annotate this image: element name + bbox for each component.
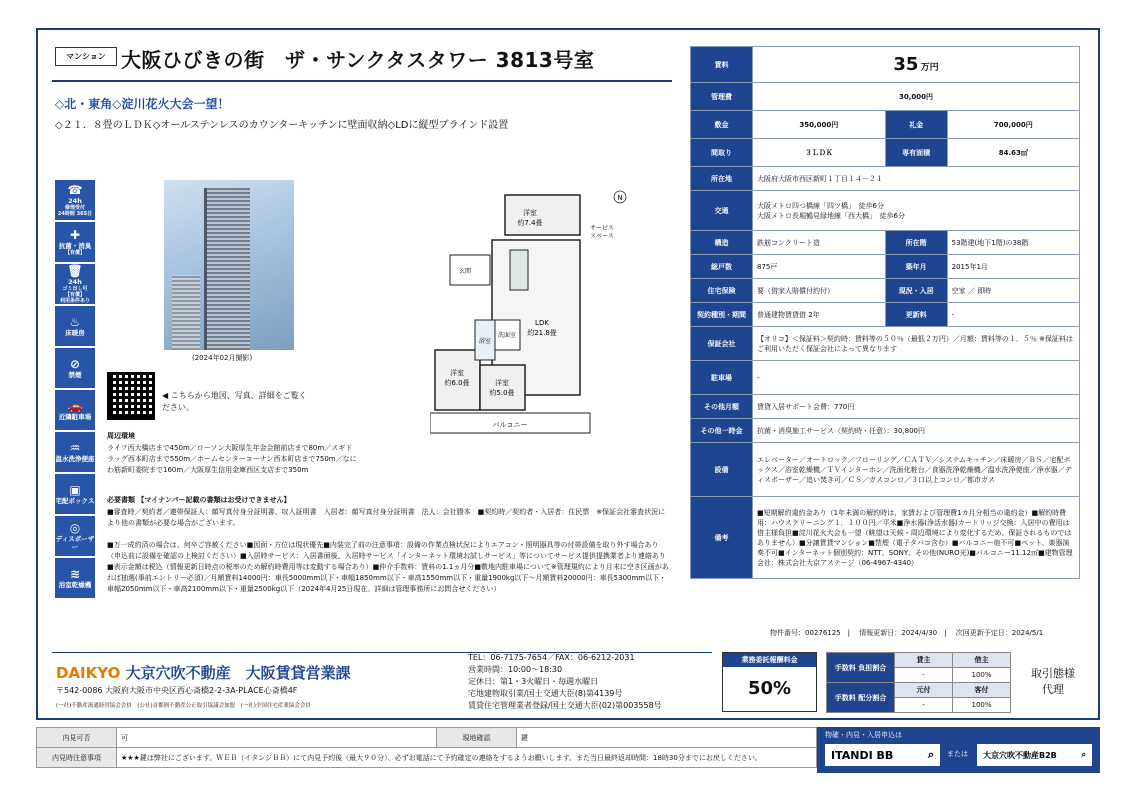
24h-garbage-icon: 🗑 24h ゴミ出し可 【有償】 利用条件あり bbox=[55, 264, 95, 304]
notes-text: ■万一成約済の場合は、何卒ご容赦ください■図面・方位は現状優先■内装完了前の注意事項：設備の作業点検状況によりエアコン・照明器具等の付帯設備を取り外す場合あり（申込前に設備を確認の上検討ください）■入居時サービス：入居書面後、入居時サービス「インターネット環境お試しサービス」等についてサービス提供提携業者より連絡あり■表示金額は税込（情報更新日時点の税率のため解約時費用等は変動する場合あり）■仲介手数料：賃料の1.1ヵ月分■敷地内駐車場について※管理規約により月末に空き区画があれば抽選(事前エントリー必須)／月額賃料14000円：車長5000mm以下・車幅1850mm以下・車高1550mm以下・重量1900kg以下～月額賃料20000円：車長5300mm以下・車幅2050mm以下・車高2100mm以下・重量2500kg以下（2024年4月25日現在。詳細は管理事務所にお問合せください） bbox=[107, 541, 669, 593]
plan-service: サービス bbox=[589, 225, 615, 232]
company-name: 大京穴吹不動産 大阪賃貸営業課 bbox=[125, 664, 351, 682]
plan-room3: 洋室 bbox=[495, 379, 509, 387]
page-title: 大阪ひびきの街 ザ・サンクタスタワー 3813号室 bbox=[121, 48, 595, 72]
svg-text:N: N bbox=[617, 194, 623, 202]
commission-value: 50% bbox=[747, 678, 792, 699]
environment-text: ライフ西大橋店まで450m／ローソン大阪厚生年金会館前店まで80m／スギドラッグ西本町店まで550m／ホームセンターコーナン西本町店まで750m／なにわ筋新町委院まで160m／大阪厚生信用金庫西区支店まで350m bbox=[107, 444, 357, 474]
title-divider bbox=[52, 80, 672, 82]
equipment-value: エレベーター／オートロック／フローリング／ＣＡＴＶ／システムキッチン／床暖房／ＢＳ／宅配ボックス／浴室乾燥機／ＴＶインターホン／洗面化粧台／食器洗浄乾燥機／温水洗浄便座／浄水器／ディスポーザー／追い焚き可／ＣＳ／ガスコンロ／３口以上コンロ／都市ガス bbox=[753, 443, 1080, 497]
plan-wash: 洗面室 bbox=[497, 332, 517, 339]
units-label: 総戸数 bbox=[691, 255, 753, 279]
itandi-title: 物確・内見・入居申込は bbox=[825, 731, 902, 739]
plan-ldk: LDK bbox=[535, 319, 549, 327]
floor-value: 53階建(地下1階)の38階 bbox=[947, 231, 1079, 255]
24h-icon: ☎ 24h 修理受付 24時間 365日 bbox=[55, 180, 95, 220]
split-agent: - bbox=[895, 698, 953, 713]
floor-label: 所在階 bbox=[885, 231, 947, 255]
remarks-label: 備考 bbox=[691, 497, 753, 579]
commission-label: 業務委託報酬料金 bbox=[723, 653, 816, 667]
equipment-label: 設備 bbox=[691, 443, 753, 497]
key-check-value: 鍵 bbox=[517, 728, 817, 748]
company-contact bbox=[468, 652, 662, 712]
floor-heating-icon: ♨ 床暖房 bbox=[55, 306, 95, 346]
sub-catch-copy: ◇２１．８畳のＬＤＫ◇オールステンレスのカウンターキッチンに壁面収納◇LDに縦型ブラインド設置 bbox=[55, 120, 509, 131]
deposit-label: 敷金 bbox=[691, 111, 753, 139]
qr-description: ◀ こちらから地図、写真、詳細をご覧ください。 bbox=[162, 391, 307, 412]
lessor-header: 貸主 bbox=[895, 653, 953, 668]
plan-service2: スペース bbox=[590, 233, 614, 240]
updated-date: 情報更新日：2024/4/30 bbox=[859, 629, 938, 637]
catch-copy: ◇北・東角◇淀川花火大会一望！ bbox=[55, 97, 230, 111]
contract-value: 普通建物賃貸借 2年 bbox=[753, 303, 886, 327]
viewing-notes-value: ★★★鍵は弊社にございます。ＷＥＢ（イタンジＢＢ）にて内見予約後（最大９０分）、必ずお電話にて予約確定の連絡をするようお願いします。また当日最終返却時間：18時30分までにお戻しください。 bbox=[117, 748, 817, 768]
contract-label: 契約種別・期間 bbox=[691, 303, 753, 327]
plan-room2: 洋室 bbox=[450, 369, 464, 377]
requirements-heading: 必要書類 【マイナンバー記載の書類はお受けできません】 bbox=[107, 496, 291, 504]
split-client: 100% bbox=[953, 698, 1011, 713]
no-smoking-icon: ⊘ 禁煙 bbox=[55, 348, 95, 388]
b2b-name: 大京穴吹不動産B2B bbox=[983, 750, 1057, 760]
feature-icons bbox=[55, 180, 95, 600]
structure-label: 構造 bbox=[691, 231, 753, 255]
commission-box bbox=[722, 652, 817, 712]
company-license-2: 賃貸住宅管理業者登録/国土交通大臣(02)第003558号 bbox=[468, 701, 662, 710]
floor-plan bbox=[430, 185, 635, 440]
requirements-text: ■審査時／契約者／連帯保証人：顔写真付身分証明書、収入証明書 入居者：顔写真付身分証明書 法人：会社謄本 ■契約時／契約者・入居者：住民票 ※保証会社審査状況により他の書類が必要な場合がございます。 bbox=[107, 508, 666, 527]
key-money-label: 礼金 bbox=[885, 111, 947, 139]
area-value: 84.63㎡ bbox=[947, 139, 1079, 167]
insurance-label: 住宅保険 bbox=[691, 279, 753, 303]
parking-value: - bbox=[753, 361, 1080, 395]
access-line-2: 大阪メトロ長堀鶴見緑地線「西大橋」 徒歩6分 bbox=[757, 211, 905, 220]
plan-ldk-size: 約21.8畳 bbox=[527, 329, 557, 337]
renewal-value: - bbox=[947, 303, 1079, 327]
b2b-search-button[interactable] bbox=[977, 744, 1092, 766]
property-number: 物件番号：00276125 bbox=[770, 629, 841, 637]
qr-code[interactable] bbox=[107, 372, 155, 420]
address-label: 所在地 bbox=[691, 167, 753, 191]
guarantee-label: 保証会社 bbox=[691, 327, 753, 361]
guarantee-value: 【オリコ】＜保証料＞契約時：賃料等の５０％（最低２万円）／月額：賃料等の１．５％ ※保証料はご利用いただく保証会社によって異なります bbox=[753, 327, 1080, 361]
remarks-value: ■短期解約違約金あり（1年未満の解約時は、家賃および管理費1カ月分相当の違約金）■解約時費用：ハウスクリーニング１．１００円／平米■浄水器(浄活水器)カートリッジ交換：入居中の費用は借主様負担■淀川花火大会も一望（眺望は天候・周辺環境により変化するため、保証されるものではありません）■分譲賃貸マンション■禁煙（電子タバコ含む）■バルコニー他不可■ペット、楽器演奏不可■インターネット個別契約：NTT、SONY、その他(NURO光)■バルコニー11.12㎡■建物管理会社：株式会社大京アステージ（06-4967-4340） bbox=[753, 497, 1080, 579]
other-monthly-value: 賃貸入居サポート会費：770円 bbox=[753, 395, 1080, 419]
layout-label: 間取り bbox=[691, 139, 753, 167]
layout-value: ３ＬＤＫ bbox=[753, 139, 886, 167]
meta-info: 物件番号：00276125 | 情報更新日：2024/4/30 | 次回更新予定日：2024/5/1 bbox=[770, 629, 1044, 637]
burden-label: 手数料 負担割合 bbox=[827, 653, 895, 683]
plan-room1-size: 約7.4畳 bbox=[517, 219, 543, 227]
company-logo bbox=[56, 662, 351, 683]
key-money-value: 700,000円 bbox=[947, 111, 1079, 139]
property-info-table bbox=[690, 46, 1080, 579]
property-type-tag: マンション bbox=[55, 47, 117, 66]
other-once-value: 抗菌・消臭施工サービス（契約時・任意）：30,800円 bbox=[753, 419, 1080, 443]
tower-shape bbox=[204, 188, 250, 350]
access-label: 交通 bbox=[691, 191, 753, 231]
plan-entrance: 玄関 bbox=[458, 268, 472, 275]
preview-value: 可 bbox=[117, 728, 437, 748]
client-header: 客付 bbox=[953, 683, 1011, 698]
other-monthly-label: その他月額 bbox=[691, 395, 753, 419]
status-value: 空家 ／ 即時 bbox=[947, 279, 1079, 303]
company-license-1: 宅地建物取引業/国土交通大臣(8)第4139号 bbox=[468, 689, 623, 698]
address-value: 大阪府大阪市西区新町１丁目１４－２１ bbox=[753, 167, 1080, 191]
burden-lessee: 100% bbox=[953, 668, 1011, 683]
renewal-label: 更新料 bbox=[885, 303, 947, 327]
units-value: 875戸 bbox=[753, 255, 886, 279]
status-label: 現況・入居 bbox=[885, 279, 947, 303]
plan-room2-size: 約6.0畳 bbox=[444, 379, 470, 387]
plan-room1: 洋室 bbox=[523, 209, 537, 217]
key-check-label: 現地確認 bbox=[437, 728, 517, 748]
mgmt-label: 管理費 bbox=[691, 83, 753, 111]
rent-value: 35 bbox=[893, 54, 919, 75]
built-value: 2015年1月 bbox=[947, 255, 1079, 279]
search-icon-2: ⌕ bbox=[1081, 750, 1086, 759]
rent-label: 賃料 bbox=[691, 47, 753, 83]
photo-caption: (2024年02月撮影) bbox=[192, 354, 253, 362]
delivery-box-icon: ▣ 宅配ボックス bbox=[55, 474, 95, 514]
search-icon: ⌕ bbox=[927, 748, 934, 761]
building-photo[interactable] bbox=[164, 180, 294, 350]
preview-label: 内見可否 bbox=[37, 728, 117, 748]
or-text: または bbox=[947, 750, 968, 758]
split-label: 手数料 配分割合 bbox=[827, 683, 895, 713]
next-update-date: 次回更新予定日：2024/5/1 bbox=[955, 629, 1044, 637]
mgmt-value: 30,000円 bbox=[753, 83, 1080, 111]
viewing-info-table bbox=[36, 727, 817, 768]
fee-split-table bbox=[826, 652, 1011, 713]
company-hours: 営業時間：10:00～18:30 bbox=[468, 665, 563, 674]
itandi-search-button[interactable] bbox=[825, 744, 940, 766]
transaction-mode: 取引態様 代理 bbox=[1031, 667, 1075, 696]
parking-icon: 🚗 近隣駐車場 bbox=[55, 390, 95, 430]
other-once-label: その他一時金 bbox=[691, 419, 753, 443]
agent-header: 元付 bbox=[895, 683, 953, 698]
lessee-header: 借主 bbox=[953, 653, 1011, 668]
dryer-icon: ≋ 浴室乾燥機 bbox=[55, 558, 95, 598]
rent-unit: 万円 bbox=[920, 63, 939, 73]
company-holiday: 定休日：第1・3火曜日・毎週水曜日 bbox=[468, 677, 599, 686]
deposit-value: 350,000円 bbox=[753, 111, 886, 139]
neighbor-building bbox=[172, 275, 200, 350]
insurance-value: 要（借家人賠償付約付） bbox=[753, 279, 886, 303]
itandi-name: ITANDI BB bbox=[831, 748, 894, 762]
structure-value: 鉄筋コンクリート造 bbox=[753, 231, 886, 255]
access-line-1: 大阪メトロ四つ橋線「四ツ橋」 徒歩6分 bbox=[757, 201, 884, 210]
company-address: 〒542-0086 大阪府大阪市中央区西心斎橋2-2-3A-PLACE心斎橋4F bbox=[56, 686, 298, 695]
itandi-box bbox=[817, 727, 1100, 773]
area-label: 専有面積 bbox=[885, 139, 947, 167]
built-label: 築年月 bbox=[885, 255, 947, 279]
disposer-icon: ◎ ディスポーザー bbox=[55, 516, 95, 556]
washlet-icon: ♒ 温水洗浄便座 bbox=[55, 432, 95, 472]
burden-lessor: - bbox=[895, 668, 953, 683]
company-associations: (一社)不動産流通経営協会会員 (公社)首都圏不動産公正取引協議会加盟 (一社)全国住宅産業協会会員 bbox=[56, 703, 311, 709]
antibacterial-icon: ✚ 抗菌・消臭 【有償】 bbox=[55, 222, 95, 262]
parking-label: 駐車場 bbox=[691, 361, 753, 395]
plan-bath: 浴室 bbox=[478, 338, 492, 345]
viewing-notes-label: 内見時注意事項 bbox=[37, 748, 117, 768]
company-logo-mark: DAIKYO bbox=[56, 664, 121, 682]
plan-balcony: バルコニー bbox=[492, 421, 528, 429]
environment-heading: 周辺環境 bbox=[107, 432, 135, 440]
plan-room3-size: 約5.0畳 bbox=[489, 389, 515, 397]
company-tel: TEL：06-7175-7654／FAX：06-6212-2031 bbox=[468, 653, 635, 662]
